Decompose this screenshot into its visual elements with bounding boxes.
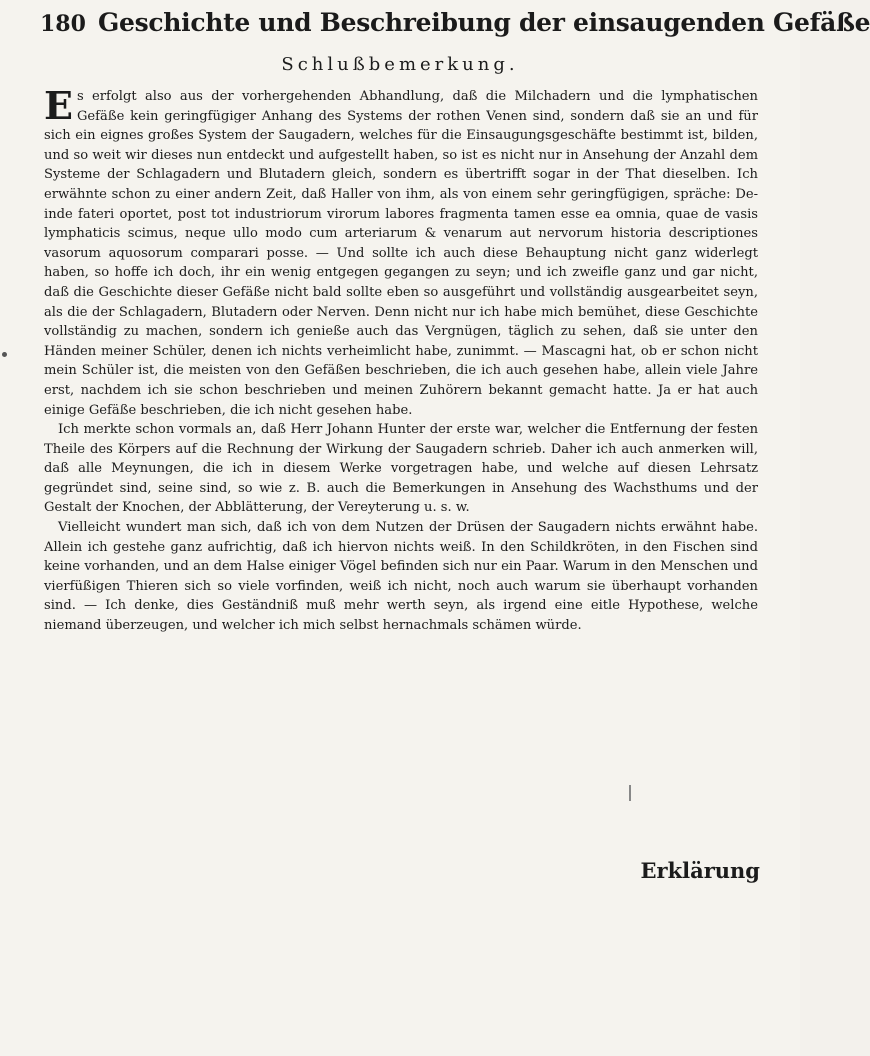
running-title: Geschichte und Beschreibung der einsaugenden Gefäße [97, 8, 870, 37]
body-text [44, 83, 758, 636]
paragraph-2: Ich merkte schon vormals an, daß Herr Johann Hunter der erste war, welcher die Entfernung der festen Theile des Körpers auf die Rechnung der Wirkung der Saugadern schrieb. Daher ich auch anmerken will, daß alle Meynungen, die ich in diesem Werke vorgetragen habe, und welche auf diesen Lehrsatz gegründet sind, seine sind, so wie z. B. auch die Bemerkungen in Ansehung des Wachsthums und der Gestalt der Knochen, der Abblätterung, der Vereyterung u. s. w. [44, 422, 758, 516]
drop-cap: E [44, 83, 73, 128]
paragraph-3: Vielleicht wundert man sich, daß ich von dem Nutzen der Drüsen der Saugadern nichts erwähnt habe. Allein ich gestehe ganz aufrichtig, daß ich hiervon nichts weiß. In den Schildkröten, in den Fischen sind keine vorhanden, und an dem Halse einiger Vögel befinden sich nur ein Paar. Warum in den Menschen und vierfüßigen Thieren sich so viele vorfinden, weiß ich nicht, noch auch warum sie überhaupt vorhanden sind. — Ich denke, dies Geständniß muß mehr werth seyn, als irgend eine eitle Hypothese, welche niemand überzeugen, und welcher ich mich selbst hernachmals schämen würde. [44, 520, 758, 634]
catchword: Erklärung [640, 858, 760, 883]
margin-dot [2, 352, 7, 357]
page-header [40, 8, 870, 42]
stray-mark [629, 785, 631, 801]
section-heading: Schlußbemerkung. [281, 54, 519, 75]
paragraph-1-text: s erfolgt also aus der vorhergehenden Abhandlung, daß die Milchadern und die lymphatischen Gefäße kein geringfügiger Anhang des Systems der rothen Venen sind, sondern daß sie an und für sich ein eignes großes System der Saugadern, welches für die Einsaugungsgeschäfte bestimmt ist, bilden, und so weit wir dieses nun entdeckt und aufgestellt haben, so ist es nicht nur in Ansehung der Anzahl dem Systeme der Schlagadern und Blutadern gleich, sondern es übertrifft sogar in der That dieselben. Ich erwähnte schon zu einer andern Zeit, daß Haller von ihm, als von einem sehr geringfügigen, spräche: De- inde fateri oportet, post tot industriorum virorum labores fragmenta tamen esse ea omnia, quae de vasis lymphaticis scimus, neque ullo modo cum arteriarum & venarum aut nervorum historia descriptiones vasorum aquosorum comparari posse. — Und sollte ich auch diese Behauptung nicht ganz widerlegt haben, so hoffe ich doch, ihr ein wenig entgegen gegangen zu seyn; und ich zweifle ganz und gar nicht, daß die Geschichte dieser Gefäße nicht bald sollte eben so ausgeführt und vollständig ausgearbeitet seyn, als die der Schlagadern, Blutadern oder Nerven. Denn nicht nur ich habe mich bemühet, diese Geschichte vollständig zu machen, sondern ich genieße auch das Vergnügen, täglich zu sehen, daß sie unter den Händen meiner Schüler, denen ich nichts verheimlicht habe, zunimmt. — Mascagni hat, ob er schon nicht mein Schüler ist, die meisten von den Gefäßen beschrieben, die ich auch gesehen habe, allein viele Jahre erst, nachdem ich sie schon beschrieben und meinen Zuhörern bekannt gemacht hatte. Ja er hat auch einige Gefäße beschrieben, die ich nicht gesehen habe. [44, 89, 758, 418]
page-number: 180 [40, 11, 86, 37]
paragraph-1 [44, 83, 758, 420]
